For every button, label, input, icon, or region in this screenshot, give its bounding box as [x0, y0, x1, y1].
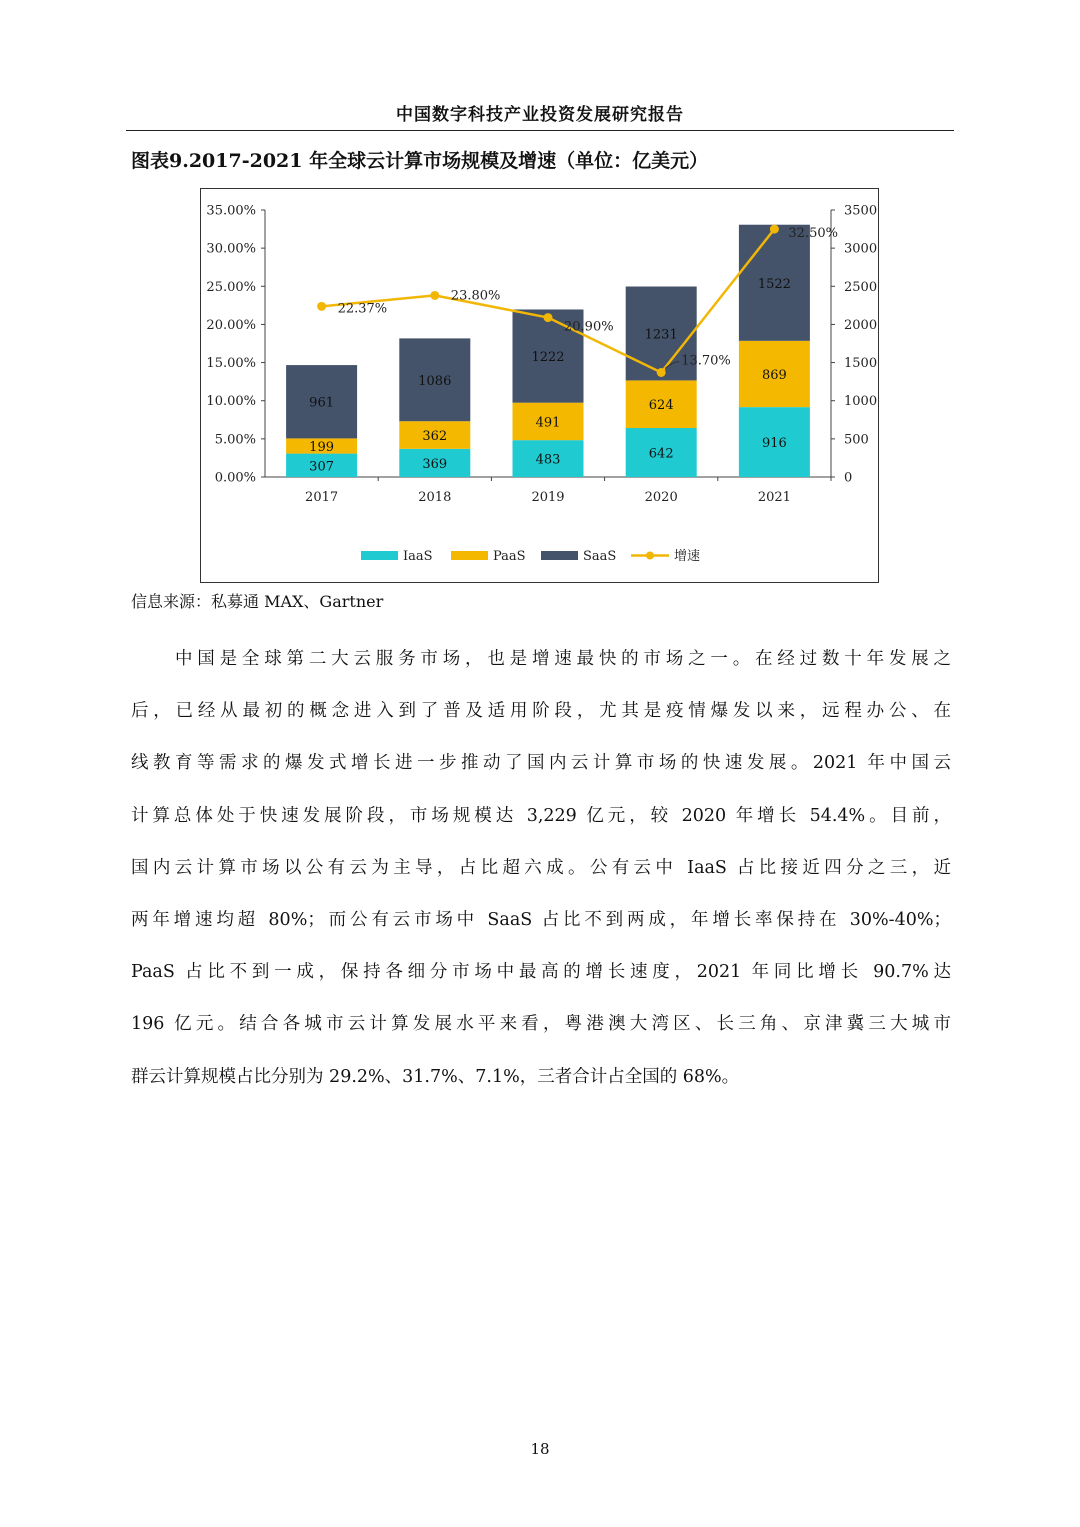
bar-label-paas: 624 — [648, 398, 674, 414]
legend-label-growth: 增速 — [674, 549, 701, 564]
left-axis-tick-label: 10.00% — [206, 394, 256, 410]
right-axis-tick-label: 0 — [844, 470, 853, 486]
body-line: 线教育等需求的爆发式增长进一步推动了国内云计算市场的快速发展。2021 年中国云 — [131, 753, 951, 774]
growth-point-label: 20.90% — [564, 319, 614, 335]
left-axis-tick-label: 0.00% — [214, 470, 256, 486]
legend-label-iaas: IaaS — [403, 549, 433, 564]
legend-swatch-iaas — [361, 551, 398, 560]
bar-label-iaas: 369 — [422, 456, 448, 472]
legend-swatch-paas — [451, 551, 488, 560]
left-axis-tick-label: 25.00% — [206, 279, 256, 295]
x-axis-tick-label: 2018 — [418, 490, 452, 505]
right-axis-tick-label: 3500 — [844, 203, 878, 219]
bar-label-saas: 1222 — [531, 350, 565, 366]
right-axis-tick-label: 500 — [844, 432, 869, 448]
right-axis-tick-label: 2500 — [844, 279, 878, 295]
bar-label-iaas: 916 — [761, 436, 787, 452]
body-line: PaaS 占比不到一成，保持各细分市场中最高的增长速度，2021 年同比增长 90.7%达 — [131, 962, 951, 983]
body-line: 196 亿元。结合各城市云计算发展水平来看，粤港澳大湾区、长三角、京津冀三大城市 — [131, 1014, 951, 1035]
page-number: 18 — [530, 1440, 550, 1458]
left-axis-tick-label: 35.00% — [206, 203, 256, 219]
x-axis-tick-label: 2017 — [305, 490, 339, 505]
bar-label-paas: 362 — [422, 429, 448, 445]
figure-source: 信息来源：私募通 MAX、Gartner — [131, 592, 384, 611]
x-axis-tick-label: 2021 — [757, 490, 791, 505]
report-header: 中国数字科技产业投资发展研究报告 — [396, 105, 684, 125]
body-line: 两年增速均超 80%；而公有云市场中 SaaS 占比不到两成，年增长率保持在 30%-40%； — [131, 909, 951, 930]
body-line: 后，已经从最初的概念进入到了普及适用阶段，尤其是疫情爆发以来，远程办公、在 — [131, 701, 951, 722]
cloud-market-chart — [201, 189, 880, 584]
header-divider — [126, 130, 954, 131]
figure-title: 图表9.2017-2021 年全球云计算市场规模及增速（单位：亿美元） — [131, 150, 709, 172]
left-axis-tick-label: 5.00% — [214, 432, 256, 448]
growth-point — [317, 302, 326, 311]
left-axis-tick-label: 15.00% — [206, 356, 256, 372]
right-axis-tick-label: 2000 — [844, 317, 878, 333]
bar-label-paas: 491 — [535, 415, 561, 431]
chart-frame — [200, 188, 879, 583]
bar-label-iaas: 483 — [535, 452, 561, 468]
legend-label-paas: PaaS — [493, 549, 526, 564]
x-axis-tick-label: 2019 — [531, 490, 565, 505]
legend-swatch-growth-dot — [646, 552, 654, 560]
legend-label-saas: SaaS — [583, 549, 617, 564]
growth-point — [770, 225, 779, 234]
bar-label-paas: 199 — [309, 439, 335, 455]
growth-point — [657, 368, 666, 377]
bar-label-saas: 1231 — [644, 327, 678, 343]
bar-label-saas: 961 — [309, 395, 335, 411]
body-line: 国内云计算市场以公有云为主导，占比超六成。公有云中 IaaS 占比接近四分之三，近 — [131, 857, 951, 878]
x-axis-tick-label: 2020 — [644, 490, 678, 505]
legend-swatch-saas — [541, 551, 578, 560]
body-line: 群云计算规模占比分别为 29.2%、31.7%、7.1%，三者合计占全国的 68%。 — [131, 1066, 740, 1087]
growth-point — [430, 291, 439, 300]
left-axis-tick-label: 30.00% — [206, 241, 256, 257]
body-paragraph — [131, 633, 951, 1103]
growth-point — [544, 313, 553, 322]
left-axis-tick-label: 20.00% — [206, 317, 256, 333]
bar-label-iaas: 307 — [309, 459, 335, 475]
growth-point-label: 32.50% — [788, 226, 838, 242]
bar-label-paas: 869 — [761, 367, 787, 383]
growth-point-label: 23.80% — [450, 288, 501, 304]
body-line: 计算总体处于快速发展阶段，市场规模达 3,229 亿元，较 2020 年增长 54.4%。目前， — [131, 805, 951, 826]
right-axis-tick-label: 1500 — [844, 356, 878, 372]
bar-label-iaas: 642 — [648, 446, 674, 462]
right-axis-tick-label: 1000 — [844, 394, 878, 410]
growth-point-label: 22.37% — [337, 301, 388, 317]
bar-label-saas: 1086 — [418, 373, 452, 389]
growth-point-label: 13.70% — [681, 353, 731, 369]
right-axis-tick-label: 3000 — [844, 241, 878, 257]
bar-label-saas: 1522 — [757, 276, 791, 292]
body-line: 中国是全球第二大云服务市场，也是增速最快的市场之一。在经过数十年发展之 — [175, 649, 951, 669]
